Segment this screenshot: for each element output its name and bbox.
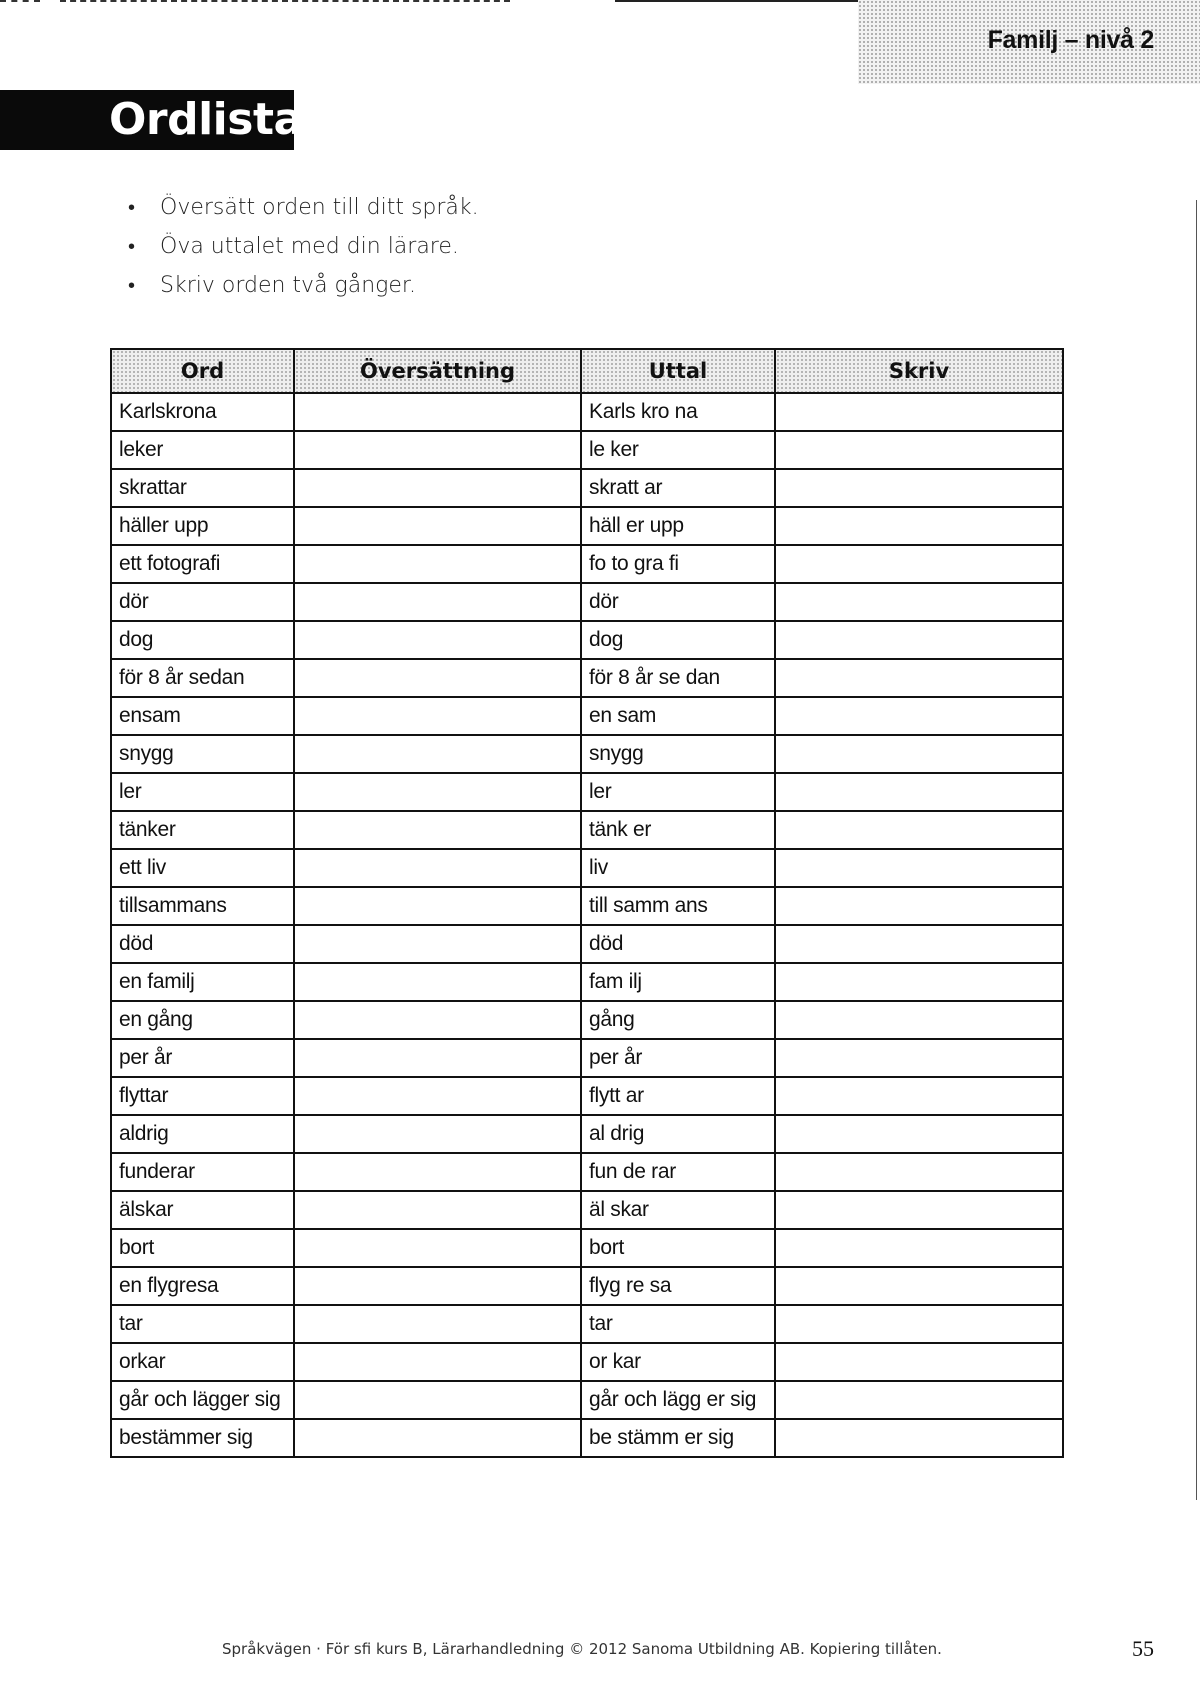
cell-uttal: al drig [581, 1115, 775, 1153]
cell-oversattning[interactable] [294, 735, 581, 773]
cell-oversattning[interactable] [294, 1229, 581, 1267]
table-row [111, 1153, 1063, 1191]
scan-edge-mark [1196, 200, 1197, 1500]
cell-skriv[interactable] [775, 735, 1063, 773]
cell-oversattning[interactable] [294, 811, 581, 849]
cell-skriv[interactable] [775, 773, 1063, 811]
table-row [111, 507, 1063, 545]
instruction-text: Skriv orden två gånger. [160, 273, 416, 298]
cell-ord: dör [111, 583, 294, 621]
cell-uttal: dog [581, 621, 775, 659]
cell-uttal: tar [581, 1305, 775, 1343]
cell-skriv[interactable] [775, 697, 1063, 735]
cell-ord: per år [111, 1039, 294, 1077]
instruction-text: Öva uttalet med din lärare. [160, 234, 459, 259]
cell-oversattning[interactable] [294, 697, 581, 735]
cell-ord: ensam [111, 697, 294, 735]
cell-skriv[interactable] [775, 1115, 1063, 1153]
cell-skriv[interactable] [775, 393, 1063, 431]
cell-uttal: dör [581, 583, 775, 621]
table-row [111, 1343, 1063, 1381]
cell-skriv[interactable] [775, 545, 1063, 583]
cell-uttal: le ker [581, 431, 775, 469]
bullet-icon: • [128, 195, 136, 219]
bullet-icon: • [128, 273, 136, 297]
cell-oversattning[interactable] [294, 431, 581, 469]
cell-ord: går och lägger sig [111, 1381, 294, 1419]
cell-skriv[interactable] [775, 1077, 1063, 1115]
instruction-item [128, 188, 479, 227]
cell-skriv[interactable] [775, 1229, 1063, 1267]
cell-ord: funderar [111, 1153, 294, 1191]
cell-skriv[interactable] [775, 1267, 1063, 1305]
cell-skriv[interactable] [775, 1039, 1063, 1077]
cell-ord: ett fotografi [111, 545, 294, 583]
instructions-list [128, 188, 479, 305]
cell-skriv[interactable] [775, 431, 1063, 469]
table-row [111, 545, 1063, 583]
cell-uttal: fun de rar [581, 1153, 775, 1191]
cell-oversattning[interactable] [294, 1153, 581, 1191]
cell-uttal: häll er upp [581, 507, 775, 545]
column-header-ord: Ord [111, 349, 294, 393]
cell-ord: aldrig [111, 1115, 294, 1153]
cell-uttal: be stämm er sig [581, 1419, 775, 1457]
vocabulary-table [110, 348, 1064, 1458]
table-row [111, 1191, 1063, 1229]
table-body [111, 393, 1063, 1457]
cell-oversattning[interactable] [294, 1039, 581, 1077]
cell-uttal: Karls kro na [581, 393, 775, 431]
cell-uttal: per år [581, 1039, 775, 1077]
cell-ord: skrattar [111, 469, 294, 507]
cell-oversattning[interactable] [294, 1191, 581, 1229]
cell-skriv[interactable] [775, 1191, 1063, 1229]
table-row [111, 849, 1063, 887]
table-row [111, 393, 1063, 431]
cell-ord: häller upp [111, 507, 294, 545]
cell-uttal: fam ilj [581, 963, 775, 1001]
cell-ord: ler [111, 773, 294, 811]
cell-skriv[interactable] [775, 1153, 1063, 1191]
cell-oversattning[interactable] [294, 1001, 581, 1039]
cell-skriv[interactable] [775, 1381, 1063, 1419]
table-row [111, 1305, 1063, 1343]
cell-skriv[interactable] [775, 659, 1063, 697]
column-header-uttal: Uttal [581, 349, 775, 393]
cell-ord: död [111, 925, 294, 963]
cell-skriv[interactable] [775, 887, 1063, 925]
cell-uttal: tänk er [581, 811, 775, 849]
table-row [111, 431, 1063, 469]
cell-oversattning[interactable] [294, 963, 581, 1001]
cell-skriv[interactable] [775, 621, 1063, 659]
cell-skriv[interactable] [775, 469, 1063, 507]
cell-ord: snygg [111, 735, 294, 773]
cell-skriv[interactable] [775, 963, 1063, 1001]
page-number: 55 [1132, 1636, 1154, 1661]
title-bar [0, 90, 303, 150]
cell-oversattning[interactable] [294, 507, 581, 545]
table-row [111, 1001, 1063, 1039]
table-row [111, 1039, 1063, 1077]
cell-oversattning[interactable] [294, 1267, 581, 1305]
cell-ord: älskar [111, 1191, 294, 1229]
cell-uttal: fo to gra fi [581, 545, 775, 583]
cell-oversattning[interactable] [294, 393, 581, 431]
cell-ord: tänker [111, 811, 294, 849]
cell-oversattning[interactable] [294, 469, 581, 507]
cell-skriv[interactable] [775, 925, 1063, 963]
cell-ord: leker [111, 431, 294, 469]
footer-copyright: Språkvägen · För sfi kurs B, Lärarhandledning © 2012 Sanoma Utbildning AB. Kopiering tillåten. [222, 1640, 942, 1658]
cell-oversattning[interactable] [294, 773, 581, 811]
cell-skriv[interactable] [775, 1305, 1063, 1343]
table-row [111, 1229, 1063, 1267]
cell-uttal: till samm ans [581, 887, 775, 925]
table-row [111, 621, 1063, 659]
scan-artifact-line [0, 0, 40, 4]
bullet-icon: • [128, 234, 136, 258]
cell-oversattning[interactable] [294, 925, 581, 963]
cell-uttal: liv [581, 849, 775, 887]
cell-oversattning[interactable] [294, 545, 581, 583]
table-row [111, 1267, 1063, 1305]
cell-skriv[interactable] [775, 507, 1063, 545]
cell-ord: för 8 år sedan [111, 659, 294, 697]
table-row [111, 773, 1063, 811]
cell-ord: en familj [111, 963, 294, 1001]
page-title: Ordlista [109, 94, 303, 145]
table-row [111, 811, 1063, 849]
cell-skriv[interactable] [775, 811, 1063, 849]
cell-uttal: or kar [581, 1343, 775, 1381]
cell-uttal: flytt ar [581, 1077, 775, 1115]
table-row [111, 1381, 1063, 1419]
table-header-row [111, 349, 1063, 393]
cell-skriv[interactable] [775, 1001, 1063, 1039]
cell-skriv[interactable] [775, 1343, 1063, 1381]
table-row [111, 469, 1063, 507]
scan-artifact-line [615, 0, 865, 4]
table-row [111, 925, 1063, 963]
table-row [111, 659, 1063, 697]
cell-uttal: död [581, 925, 775, 963]
table-row [111, 1077, 1063, 1115]
table-row [111, 887, 1063, 925]
cell-skriv[interactable] [775, 849, 1063, 887]
cell-uttal: äl skar [581, 1191, 775, 1229]
table-row [111, 1419, 1063, 1457]
cell-oversattning[interactable] [294, 659, 581, 697]
cell-uttal: flyg re sa [581, 1267, 775, 1305]
cell-uttal: för 8 år se dan [581, 659, 775, 697]
cell-uttal: en sam [581, 697, 775, 735]
table-row [111, 963, 1063, 1001]
scan-artifact-line [60, 0, 510, 4]
cell-uttal: skratt ar [581, 469, 775, 507]
cell-ord: tar [111, 1305, 294, 1343]
cell-ord: tillsammans [111, 887, 294, 925]
table-row [111, 697, 1063, 735]
cell-ord: orkar [111, 1343, 294, 1381]
cell-uttal: går och lägg er sig [581, 1381, 775, 1419]
instruction-item [128, 266, 479, 305]
cell-uttal: snygg [581, 735, 775, 773]
cell-ord: ett liv [111, 849, 294, 887]
column-header-oversattning: Översättning [294, 349, 581, 393]
cell-uttal: bort [581, 1229, 775, 1267]
cell-skriv[interactable] [775, 1419, 1063, 1457]
column-header-skriv: Skriv [775, 349, 1063, 393]
cell-uttal: gång [581, 1001, 775, 1039]
cell-oversattning[interactable] [294, 1419, 581, 1457]
section-header-block [858, 0, 1200, 84]
cell-oversattning[interactable] [294, 1381, 581, 1419]
section-title: Familj – nivå 2 [987, 26, 1154, 54]
cell-oversattning[interactable] [294, 887, 581, 925]
cell-oversattning[interactable] [294, 583, 581, 621]
cell-oversattning[interactable] [294, 621, 581, 659]
cell-uttal: ler [581, 773, 775, 811]
instruction-item [128, 227, 479, 266]
cell-oversattning[interactable] [294, 1077, 581, 1115]
cell-skriv[interactable] [775, 583, 1063, 621]
cell-oversattning[interactable] [294, 1305, 581, 1343]
cell-ord: flyttar [111, 1077, 294, 1115]
table-row [111, 735, 1063, 773]
cell-ord: en gång [111, 1001, 294, 1039]
cell-ord: bestämmer sig [111, 1419, 294, 1457]
cell-oversattning[interactable] [294, 1343, 581, 1381]
cell-ord: dog [111, 621, 294, 659]
cell-oversattning[interactable] [294, 1115, 581, 1153]
table-row [111, 1115, 1063, 1153]
instruction-text: Översätt orden till ditt språk. [160, 195, 479, 220]
cell-oversattning[interactable] [294, 849, 581, 887]
cell-ord: Karlskrona [111, 393, 294, 431]
table-row [111, 583, 1063, 621]
cell-ord: bort [111, 1229, 294, 1267]
cell-ord: en flygresa [111, 1267, 294, 1305]
